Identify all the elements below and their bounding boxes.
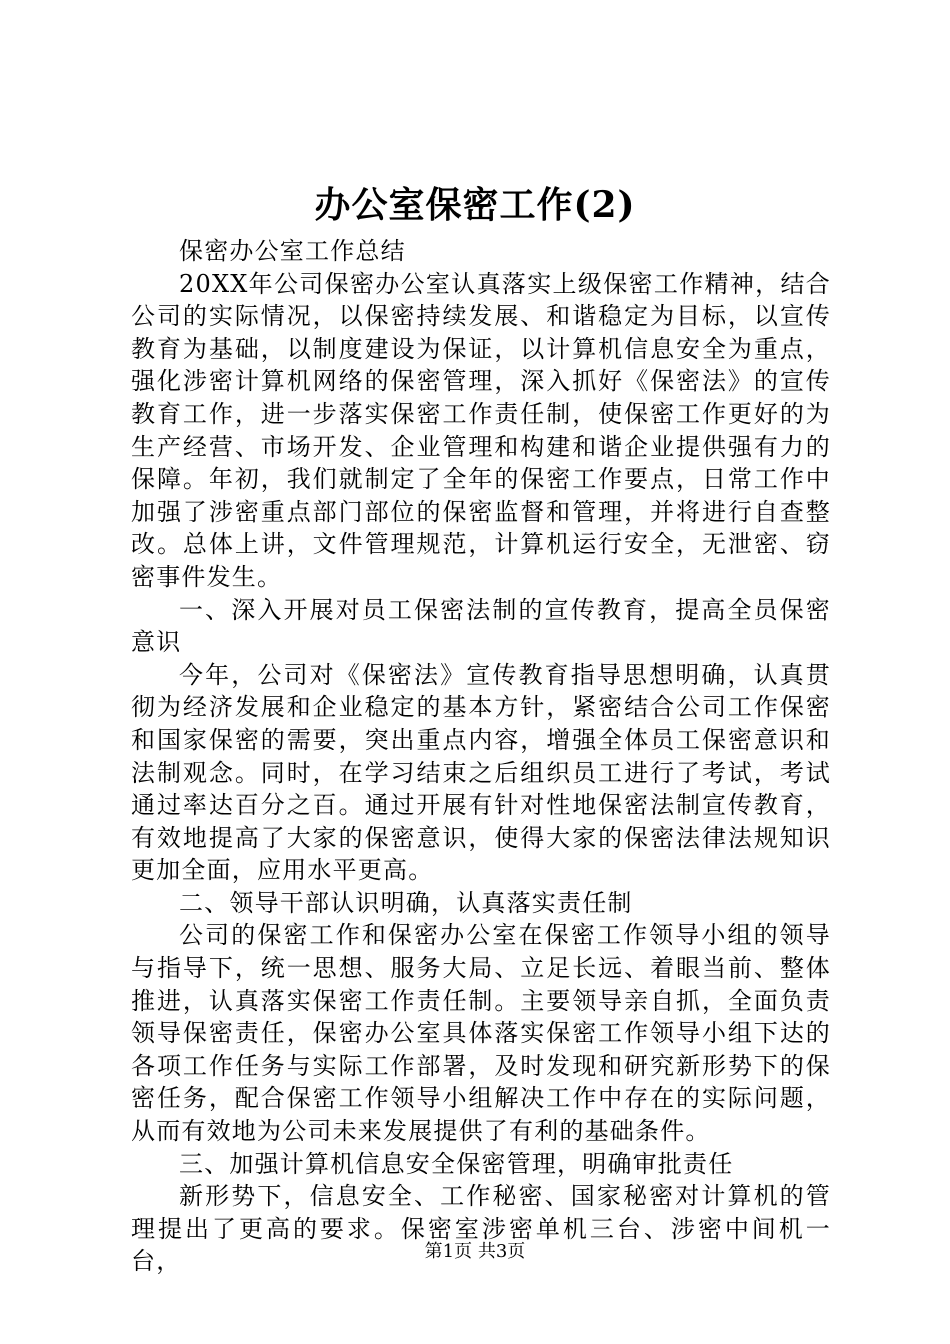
paragraph-section-3: 新形势下，信息安全、工作秘密、国家秘密对计算机的管理提出了更高的要求。保密室涉密单机三台、涉密中间机一台， [131, 1182, 831, 1276]
page-footer: 第1页 共3页 [424, 1241, 526, 1262]
paragraph-section-1: 今年，公司对《保密法》宣传教育指导思想明确，认真贯彻为经济发展和企业稳定的基本方针，紧密结合公司工作保密和国家保密的需要，突出重点内容，增强全体员工保密意识和法制观念。同时，在学习结束之后组织员工进行了考试，考试通过率达百分之百。通过开展有针对性地保密法制宣传教育，有效地提高了大家的保密意识，使得大家的保密法律法规知识更加全面，应用水平更高。 [131, 660, 831, 885]
section-heading-2: 二、领导干部认识明确，认真落实责任制 [179, 888, 633, 917]
paragraph-section-2: 公司的保密工作和保密办公室在保密工作领导小组的领导与指导下，统一思想、服务大局、立足长远、着眼当前、整体推进，认真落实保密工作责任制。主要领导亲自抓，全面负责领导保密责任，保密办公室具体落实保密工作领导小组下达的各项工作任务与实际工作部署，及时发现和研究新形势下的保密任务，配合保密工作领导小组解决工作中存在的实际问题，从而有效地为公司未来发展提供了有利的基础条件。 [131, 921, 831, 1146]
section-heading-3: 三、加强计算机信息安全保密管理，明确审批责任 [179, 1149, 734, 1178]
paragraph-subtitle: 保密办公室工作总结 [179, 237, 406, 265]
paragraph-intro: 20XX年公司保密办公室认真落实上级保密工作精神，结合公司的实际情况，以保密持续发展、和谐稳定为目标，以宣传教育为基础，以制度建设为保证，以计算机信息安全为重点，强化涉密计算机网络的保密管理，深入抓好《保密法》的宣传教育工作，进一步落实保密工作责任制，使保密工作更好的为生产经营、市场开发、企业管理和构建和谐企业提供强有力的保障。年初，我们就制定了全年的保密工作要点，日常工作中加强了涉密重点部门部位的保密监督和管理，并将进行自查整改。总体上讲，文件管理规范，计算机运行安全，无泄密、窃密事件发生。 [131, 269, 831, 591]
document-title: 办公室保密工作(2) [314, 184, 636, 226]
document-body [131, 235, 831, 1278]
section-heading-1: 一、深入开展对员工保密法制的宣传教育，提高全员保密意识 [131, 595, 831, 657]
